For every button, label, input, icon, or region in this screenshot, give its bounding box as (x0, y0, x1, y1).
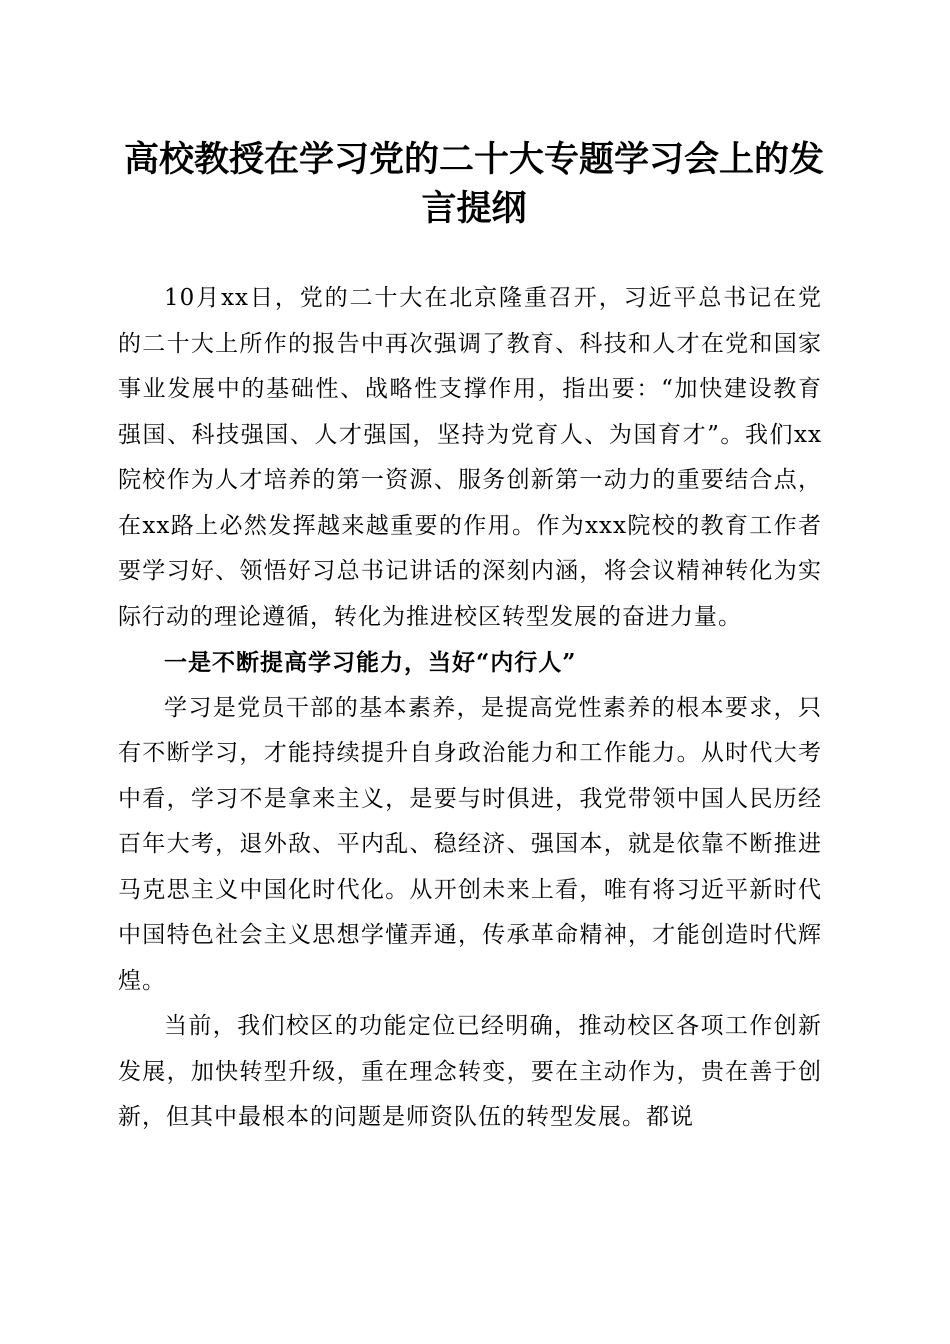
paragraph-intro: 10月xx日，党的二十大在北京隆重召开，习近平总书记在党的二十大上所作的报告中再次强调了教育、科技和人才在党和国家事业发展中的基础性、战略性支撑作用，指出要：“加快建设教育强国、科技强国、人才强国，坚持为党育人、为国育才”。我们xx院校作为人才培养的第一资源、服务创新第一动力的重要结合点，在xx路上必然发挥越来越重要的作用。作为xxx院校的教育工作者要学习好、领悟好习总书记讲话的深刻内涵，将会议精神转化为实际行动的理论遵循，转化为推进校区转型发展的奋进力量。 (118, 285, 822, 630)
section-heading-1: 一是不断提高学习能力，当好“内行人” (164, 649, 577, 676)
paragraph-current: 当前，我们校区的功能定位已经明确，推动校区各项工作创新发展，加快转型升级，重在理念转变，要在主动作为，贵在善于创新，但其中最根本的问题是师资队伍的转型发展。都说 (118, 1013, 822, 1130)
paragraph-learning: 学习是党员干部的基本素养，是提高党性素养的根本要求，只有不断学习，才能持续提升自身政治能力和工作能力。从时代大考中看，学习不是拿来主义，是要与时俱进，我党带领中国人民历经百年大考，退外敌、平内乱、稳经济、强国本，就是依靠不断推进马克思主义中国化时代化。从开创未来上看，唯有将习近平新时代中国特色社会主义思想学懂弄通，传承革命精神，才能创造时代辉煌。 (118, 694, 822, 994)
document-body (118, 276, 822, 1141)
document-title: 高校教授在学习党的二十大专题学习会上的发言提纲 (123, 139, 824, 229)
